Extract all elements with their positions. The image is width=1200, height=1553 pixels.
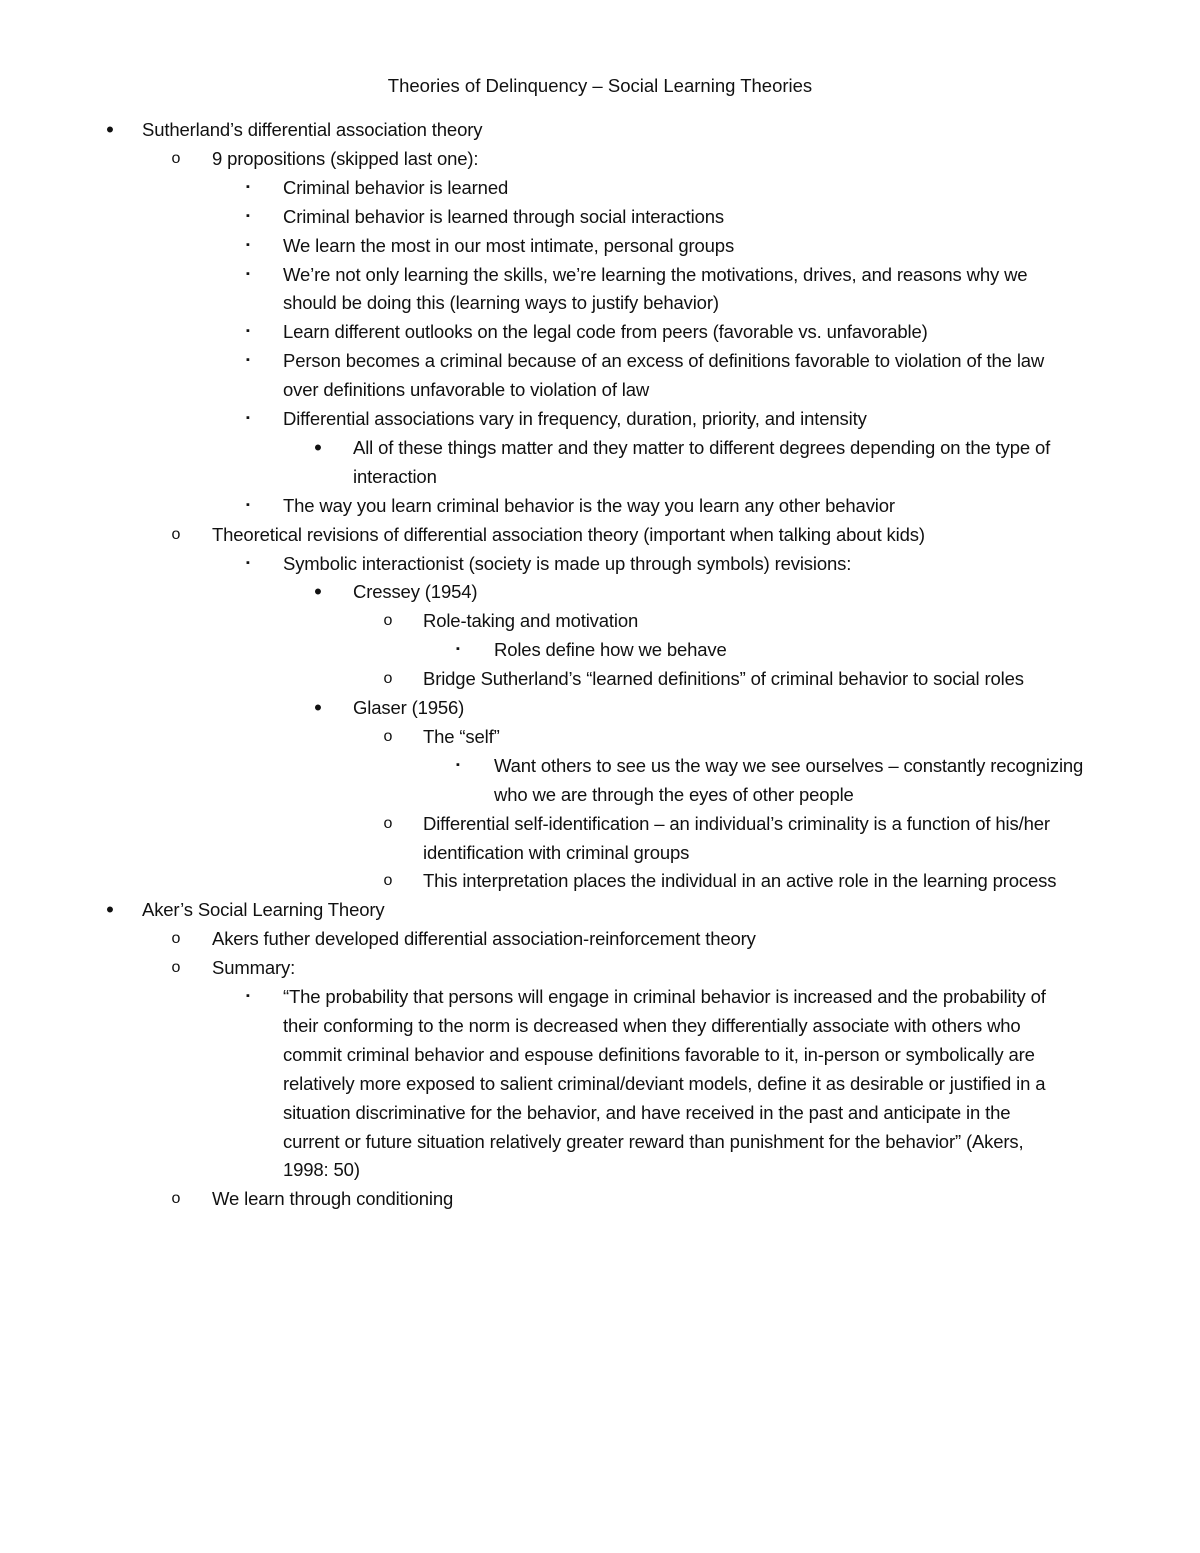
sub-bullet-marker: o bbox=[171, 1190, 181, 1208]
list-item bbox=[0, 317, 1200, 346]
list-item-text: Akers futher developed differential association-reinforcement theory bbox=[212, 928, 756, 950]
list-item-text: “The probability that persons will engage in criminal behavior is increased and the probability of bbox=[283, 986, 1046, 1007]
list-item bbox=[0, 549, 1200, 578]
list-item-text: The “self” bbox=[423, 725, 500, 747]
list-item-text: Bridge Sutherland’s “learned definitions” of criminal behavior to social roles bbox=[423, 668, 1024, 690]
item-marker: ▪ bbox=[246, 556, 250, 569]
list-item-text: over definitions unfavorable to violation of law bbox=[283, 379, 650, 401]
list-item-text: identification with criminal groups bbox=[423, 841, 690, 863]
list-item bbox=[0, 751, 1200, 780]
page-title: Theories of Delinquency – Social Learning Theories bbox=[387, 75, 813, 96]
item-marker: ▪ bbox=[246, 990, 250, 1002]
list-item bbox=[0, 144, 1200, 173]
list-item bbox=[0, 722, 1200, 751]
sub-item-marker: • bbox=[314, 434, 322, 460]
sub-bullet-marker: o bbox=[171, 959, 181, 977]
list-item bbox=[0, 924, 1200, 953]
item-marker: ▪ bbox=[246, 325, 250, 338]
item-marker: ▪ bbox=[246, 354, 250, 367]
list-item bbox=[0, 433, 1200, 462]
list-item bbox=[0, 1040, 1200, 1069]
list-item bbox=[0, 346, 1200, 375]
list-item-text: Symbolic interactionist (society is made up through symbols) revisions: bbox=[283, 552, 852, 574]
list-item-text: 9 propositions (skipped last one): bbox=[212, 147, 479, 169]
item-marker: ▪ bbox=[246, 412, 250, 424]
list-item-text: Criminal behavior is learned through social interactions bbox=[283, 205, 724, 227]
list-item bbox=[0, 520, 1200, 549]
list-item-text: Summary: bbox=[212, 957, 296, 979]
list-item-text: 1998: 50) bbox=[283, 1159, 360, 1181]
sub-point-marker: ▪ bbox=[456, 643, 460, 656]
list-item-text: relatively more exposed to salient criminal/deviant models, define it as desirable or justified in a bbox=[283, 1072, 1046, 1094]
item-marker: ▪ bbox=[246, 238, 250, 251]
list-item bbox=[0, 1011, 1200, 1040]
item-marker: ▪ bbox=[246, 498, 250, 511]
list-item-text: Differential self-identification – an individual’s criminality is a function of his/her bbox=[423, 812, 1050, 834]
list-item bbox=[0, 1155, 1200, 1184]
list-item-text: Sutherland’s differential association theory bbox=[142, 119, 483, 140]
sub-item-marker: • bbox=[314, 695, 322, 720]
item-marker: ▪ bbox=[246, 209, 250, 222]
list-item-text: Learn different outlooks on the legal code from peers (favorable vs. unfavorable) bbox=[283, 321, 928, 343]
list-item bbox=[0, 809, 1200, 838]
point-marker: o bbox=[383, 872, 393, 890]
list-item-text: who we are through the eyes of other people bbox=[494, 783, 854, 805]
list-item-text: Glaser (1956) bbox=[353, 697, 465, 718]
list-item-text: commit criminal behavior and espouse definitions favorable to it, in-person or symbolically are bbox=[283, 1043, 1035, 1065]
list-item-text: We learn the most in our most intimate, personal groups bbox=[283, 234, 735, 256]
list-item-text: should be doing this (learning ways to justify behavior) bbox=[283, 292, 719, 314]
list-item bbox=[0, 1127, 1200, 1156]
list-item bbox=[0, 982, 1200, 1011]
list-item bbox=[0, 693, 1200, 722]
list-item bbox=[0, 1098, 1200, 1127]
list-item-text: Criminal behavior is learned bbox=[283, 176, 509, 198]
list-item bbox=[0, 635, 1200, 664]
list-item bbox=[0, 1184, 1200, 1213]
sub-bullet-marker: o bbox=[171, 930, 181, 948]
bullet-marker: • bbox=[106, 117, 114, 142]
list-item-text: Aker’s Social Learning Theory bbox=[142, 899, 385, 921]
list-item-text: We’re not only learning the skills, we’re learning the motivations, drives, and reasons why we bbox=[283, 263, 1028, 285]
list-item-text: This interpretation places the individual in an active role in the learning process bbox=[423, 870, 1057, 892]
list-item-text: their conforming to the norm is decreased when they differentially associate with others who bbox=[283, 1014, 1021, 1036]
list-item bbox=[0, 895, 1200, 924]
item-marker: ▪ bbox=[246, 267, 250, 280]
bullet-marker: • bbox=[106, 897, 114, 923]
sub-bullet-marker: o bbox=[171, 149, 181, 167]
list-item bbox=[0, 260, 1200, 289]
sub-item-marker: • bbox=[314, 579, 322, 605]
list-item bbox=[0, 404, 1200, 433]
list-item bbox=[0, 953, 1200, 982]
list-item-text: Want others to see us the way we see ourselves – constantly recognizing bbox=[494, 754, 1084, 776]
point-marker: o bbox=[383, 670, 393, 688]
list-item bbox=[0, 115, 1200, 144]
list-item bbox=[0, 202, 1200, 231]
item-marker: ▪ bbox=[246, 180, 250, 193]
list-item-text: Role-taking and motivation bbox=[423, 610, 639, 632]
list-item bbox=[0, 606, 1200, 635]
list-item-text: The way you learn criminal behavior is the way you learn any other behavior bbox=[283, 494, 895, 516]
sub-bullet-marker: o bbox=[171, 525, 181, 543]
list-item-text: interaction bbox=[353, 465, 437, 487]
sub-point-marker: ▪ bbox=[456, 758, 460, 771]
list-item bbox=[0, 838, 1200, 867]
list-item bbox=[0, 491, 1200, 520]
list-item-text: Roles define how we behave bbox=[494, 639, 727, 661]
list-item bbox=[0, 577, 1200, 606]
list-item bbox=[0, 866, 1200, 895]
list-item bbox=[0, 375, 1200, 404]
list-item-text: We learn through conditioning bbox=[212, 1188, 454, 1210]
list-item-text: current or future situation relatively greater reward than punishment for the behavior” (Akers, bbox=[283, 1130, 1024, 1152]
list-item bbox=[0, 462, 1200, 491]
list-item-text: Differential associations vary in frequency, duration, priority, and intensity bbox=[283, 408, 867, 429]
point-marker: o bbox=[383, 727, 393, 745]
list-item-text: All of these things matter and they matter to different degrees depending on the type of bbox=[353, 436, 1051, 458]
list-item bbox=[0, 231, 1200, 260]
list-item bbox=[0, 173, 1200, 202]
point-marker: o bbox=[383, 814, 393, 832]
list-item bbox=[0, 1069, 1200, 1098]
list-item bbox=[0, 664, 1200, 693]
list-item bbox=[0, 780, 1200, 809]
list-item bbox=[0, 288, 1200, 317]
list-item-text: Theoretical revisions of differential association theory (important when talking about kids) bbox=[212, 523, 925, 545]
list-item-text: Person becomes a criminal because of an excess of definitions favorable to violation of the law bbox=[283, 350, 1045, 372]
list-item-text: Cressey (1954) bbox=[353, 581, 478, 603]
point-marker: o bbox=[383, 612, 393, 630]
list-item-text: situation discriminative for the behavior, and have received in the past and anticipate in the bbox=[283, 1101, 1011, 1123]
